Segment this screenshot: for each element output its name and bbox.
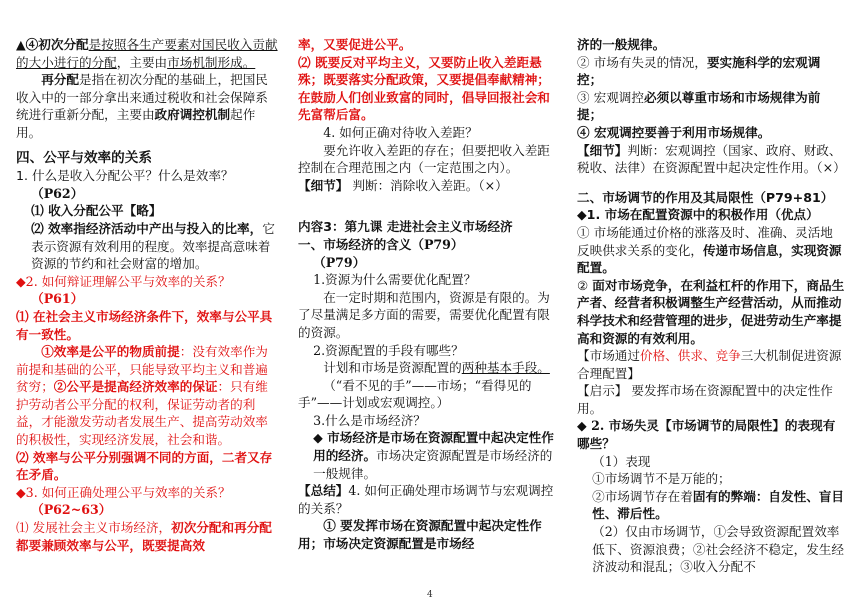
q-why: 1.资源为什么需要优化配置？ [313,272,477,288]
c3-limit-1a: ①市场调节不是万能的； [592,471,731,487]
question-1: 1. 什么是收入分配公平？什么是效率？ [16,168,234,184]
answer-4: 要允许收入差距的存在；但要把收入差距控制在合理范围之内（一定范围之内）。 [298,142,550,176]
c3-m1: ① 市场能通过价格的涨落及时、准确、灵活地反映供求关系的变化，传递市场信息，实现资源配置。 [577,224,842,276]
q-means: 2.资源配置的手段有哪些？ [313,342,464,358]
para-redistribution: 再分配是指在初次分配的基础上，把国民收入中的一部分拿出来通过税收和社会保障系统进行重新分配，主要由政府调控机制起作用。 [16,72,268,140]
c3-tag2: 【启示】 要发挥市场在资源配置中的决定性作用。 [577,383,833,416]
question-1-page: （P62） [31,185,84,201]
section-1-page: （P79） [313,254,366,270]
question-2: ◆2. 如何辩证理解公平与效率的关系？ [16,273,231,289]
detail-judge: 【细节】 判断：消除收入差距。（×） [298,177,508,193]
answer-3-cont: 率，又要促进公平。 [298,37,412,52]
answer-3-2: ⑵ 既要反对平均主义，又要防止收入差距悬殊；既要落实分配政策，又要提倡奉献精神；在鼓励人们创业致富的同时，倡导回报社会和先富帮后富。 [298,54,550,123]
answer-3-1: ⑴ 发展社会主义市场经济，初次分配和再分配都要兼顾效率与公平，既要提高效 [16,520,272,553]
c3-limit-1b: ②市场调节存在着固有的弊端：自发性、盲目性、滞后性。 [592,488,844,522]
answer-2-1: ⑴ 在社会主义市场经济条件下，效率与公平具有一致性。 [16,308,273,342]
column-right [577,36,845,576]
section-heading-4: 四、公平与效率的关系 [16,149,152,166]
question-4: 4. 如何正确对待收入差距？ [323,124,478,140]
question-2-page: （P61） [31,291,84,307]
c3-point-3: ③ 宏观调控必须以尊重市场和市场规律为前提； [577,89,821,123]
para-distribution: ▲④初次分配是按照各生产要素对国民收入贡献的大小进行的分配，主要由市场机制形成。 [16,37,278,70]
answer-2-2: ⑵ 效率与公平分别强调不同的方面，二者又存在矛盾。 [16,449,273,483]
content-3-title: 内容3：第九课 走进社会主义市场经济 [298,219,513,235]
answer-1-2: ⑵ 效率指经济活动中产出与投入的比率，它表示资源有效利用的程度。效率提高意味着资源的节约和社会财富的增加。 [31,220,275,272]
answer-2-detail: ①效率是公平的物质前提：没有效率作为前提和基础的公平，只能导致平均主义和普遍贫穷；②公平是提高经济效率的保证：只有维护劳动者公平分配的权利，保证劳动者的利益，才能激发劳动者发展生产、提高劳动效率的积极性，实现经济发展，社会和谐。 [16,344,268,448]
section-1-heading: 一、市场经济的含义（P79） [298,236,464,252]
question-3-page: （P62~63） [31,502,112,518]
answer-1-1: ⑴ 收入分配公平【略】 [31,203,162,219]
summary-4-answer: ① 要发挥市场在资源配置中起决定性作用；市场决定资源配置是市场经 [298,518,542,552]
c3-cont: 济的一般规律。 [577,37,666,52]
c3-sec2: 二、市场调节的作用及其局限性（P79+81） [577,189,834,205]
c3-point-2: ② 市场有失灵的情况，要实施科学的宏观调控； [577,54,821,88]
a-why: 在一定时期和范围内，资源是有限的。为了尽量满足多方面的需要，需要优化配置有限的资源。 [298,289,550,340]
q-what: 3.什么是市场经济？ [313,412,426,428]
question-3: ◆3. 如何正确处理公平与效率的关系？ [16,484,231,500]
c3-point-4: ④ 宏观调控要善于利用市场规律。 [577,124,771,140]
c3-sec2-1: ◆1. 市场在配置资源中的积极作用（优点） [577,207,819,223]
column-left [16,36,278,554]
c3-limit-1: （1）表现 [592,453,651,469]
a-means: 计划和市场是资源配置的两种基本手段。 [323,360,550,376]
column-middle [298,36,560,553]
c3-detail: 【细节】判断：宏观调控（国家、政府、财政、税收、法律）在资源配置中起决定性作用。（×） [577,142,846,176]
c3-m2: ② 面对市场竞争，在利益杠杆的作用下，商品生产者、经营者积极调整生产经营活动，从而推动科学技术和经营管理的进步，促进劳动生产率提高和资源的有效利用。 [577,277,845,346]
c3-tag1: 【市场通过价格、供求、竞争三大机制促进资源合理配置】 [577,348,842,381]
page-number: 4 [427,590,433,600]
a-what: ◆ 市场经济是市场在资源配置中起决定性作用的经济。市场决定资源配置是市场经济的一般规律。 [313,430,554,481]
c3-limit-2: （2）仅由市场调节，①会导致资源配置效率低下、资源浪费；②社会经济不稳定，发生经济波动和混乱；③收入分配不 [592,524,844,575]
c3-limit: ◆ 2. 市场失灵【市场调节的局限性】的表现有哪些？ [577,418,836,452]
summary-4: 【总结】4. 如何正确处理市场调节与宏观调控的关系？ [298,483,554,516]
a-hands: （“看不见的手”——市场；“看得见的手”——计划或宏观调控。） [298,377,532,411]
